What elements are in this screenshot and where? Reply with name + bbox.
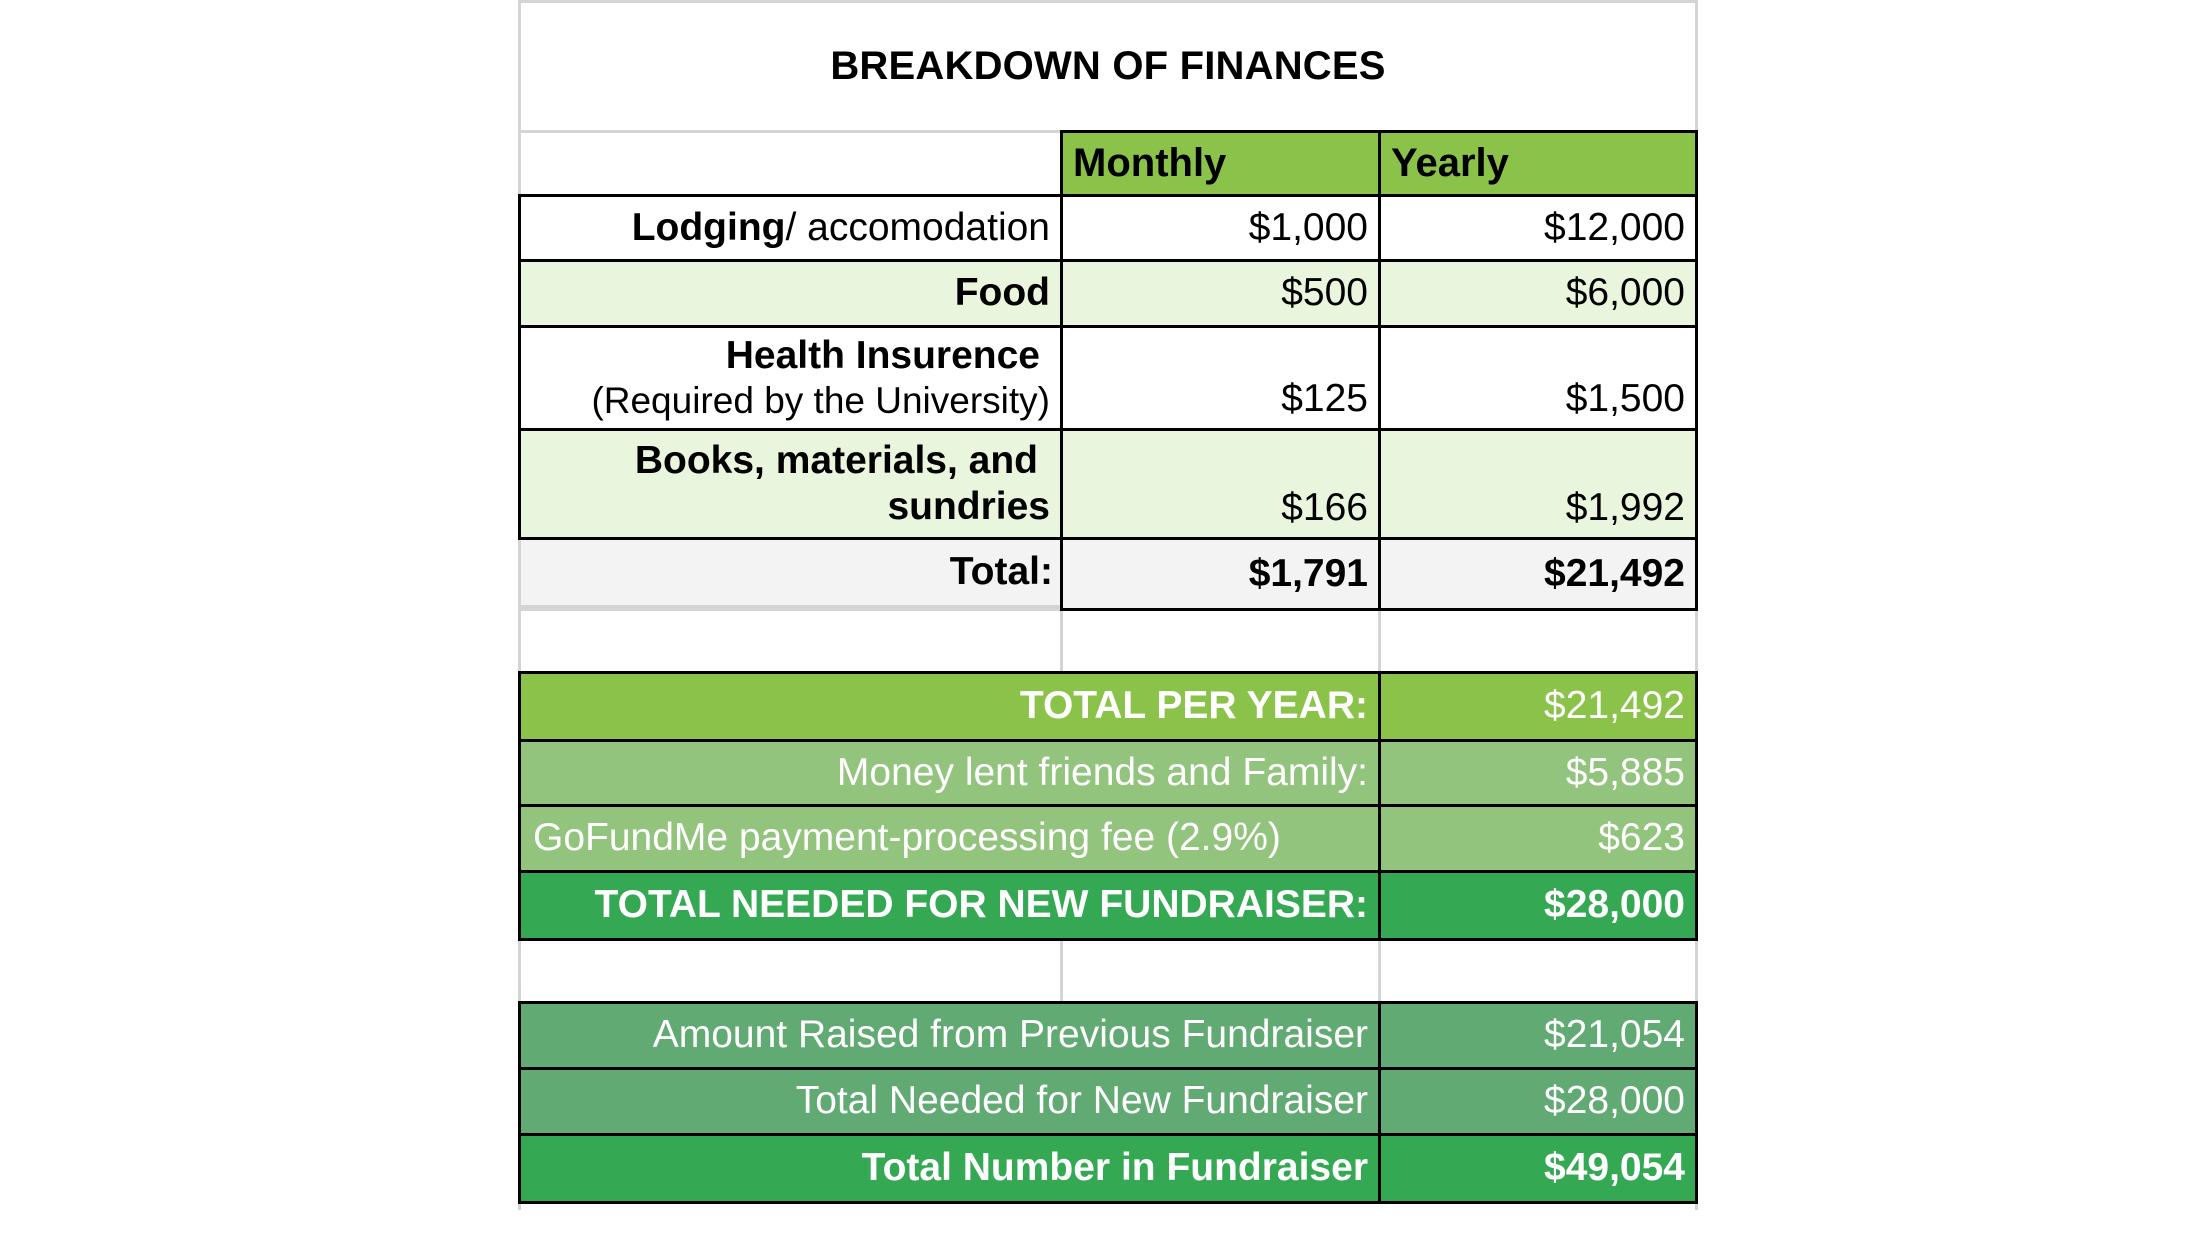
expense-label-bold: Lodging [631,205,786,249]
expense-label-health-insurance [518,325,1063,431]
column-header-yearly: Yearly [1378,130,1698,197]
summary-value-money-lent: $5,885 [1378,739,1698,807]
summary-label-total-needed: TOTAL NEEDED FOR NEW FUNDRAISER: [518,870,1381,941]
summary-label-total-per-year: TOTAL PER YEAR: [518,671,1381,742]
fundraiser-value-previous: $21,054 [1378,1001,1698,1070]
expense-yearly-health-insurance: $1,500 [1378,325,1698,431]
sheet-title: BREAKDOWN OF FINANCES [830,43,1386,88]
expense-monthly-health-insurance: $125 [1060,325,1381,431]
expense-monthly-books: $166 [1060,428,1381,540]
expense-label-bold: Health Insurence [725,334,1040,378]
expense-monthly-food: $500 [1060,259,1381,328]
total-yearly: $21,492 [1378,537,1698,611]
summary-label-money-lent: Money lent friends and Family: [518,739,1381,807]
expense-yearly-food: $6,000 [1378,259,1698,328]
expense-yearly-lodging: $12,000 [1378,194,1698,262]
expense-label-lodging [518,194,1063,262]
expense-label-rest: / accomodation [785,205,1050,249]
fundraiser-value-new: $28,000 [1378,1067,1698,1136]
summary-label-gofundme-fee: GoFundMe payment-processing fee (2.9%) [518,804,1381,873]
gridline [1060,610,1063,674]
expense-label-books [518,428,1063,540]
column-header-monthly: Monthly [1060,130,1381,197]
expense-label-food: Food [518,259,1063,328]
summary-value-total-per-year: $21,492 [1378,671,1698,742]
total-label: Total: [521,540,1063,608]
fundraiser-label-total: Total Number in Fundraiser [518,1133,1381,1204]
fundraiser-value-total: $49,054 [1378,1133,1698,1204]
expense-label-note: (Required by the University) [591,380,1050,422]
fundraiser-label-previous: Amount Raised from Previous Fundraiser [518,1001,1381,1070]
gridline [1378,610,1381,674]
summary-value-gofundme-fee: $623 [1378,804,1698,873]
gridline [1378,940,1381,1004]
expense-monthly-lodging: $1,000 [1060,194,1381,262]
expense-yearly-books: $1,992 [1378,428,1698,540]
expense-label-line1: Books, materials, and [634,438,1038,482]
summary-value-total-needed: $28,000 [1378,870,1698,941]
total-monthly: $1,791 [1060,537,1381,611]
gridline [1060,940,1063,1004]
fundraiser-label-new: Total Needed for New Fundraiser [518,1067,1381,1136]
finance-sheet [518,0,1698,1210]
expense-label-line2: sundries [887,485,1050,528]
